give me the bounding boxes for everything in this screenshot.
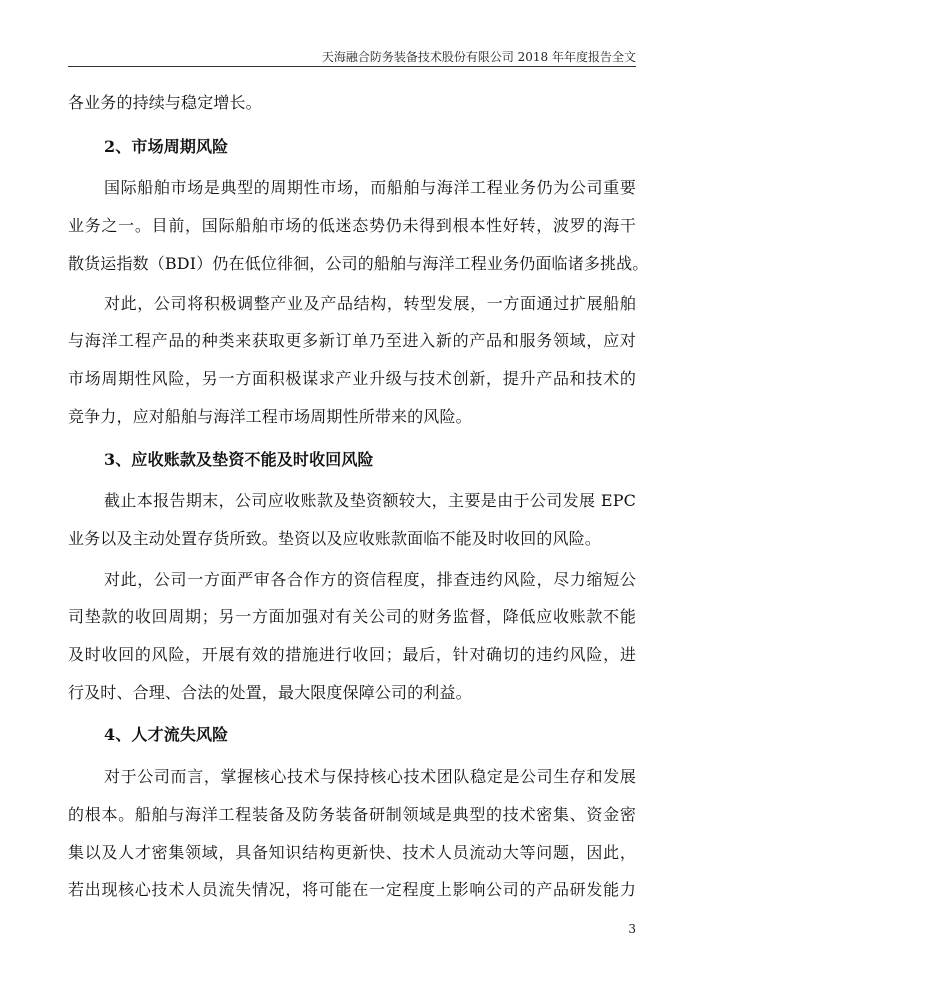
body-line: 散货运指数（BDI）仍在低位徘徊，公司的船舶与海洋工程业务仍面临诸多挑战。 (68, 254, 649, 273)
header-title: 天海融合防务装备技术股份有限公司 2018 年年度报告全文 (321, 50, 636, 64)
body-line: 业务之一。目前，国际船舶市场的低迷态势仍未得到根本性好转，波罗的海干 (68, 216, 636, 235)
body-line: 若出现核心技术人员流失情况，将可能在一定程度上影响公司的产品研发能力 (68, 880, 636, 899)
body-line: 对此，公司将积极调整产业及产品结构，转型发展，一方面通过扩展船舶 (104, 294, 636, 313)
body-line: 各业务的持续与稳定增长。 (68, 93, 262, 112)
body-line: 集以及人才密集领域，具备知识结构更新快、技术人员流动大等问题，因此， (68, 843, 636, 862)
page-number: 3 (628, 922, 636, 936)
body-line: 与海洋工程产品的种类来获取更多新订单乃至进入新的产品和服务领域，应对 (68, 331, 636, 350)
body-line: 对于公司而言，掌握核心技术与保持核心技术团队稳定是公司生存和发展 (104, 767, 636, 786)
body-line: 对此，公司一方面严审各合作方的资信程度，排查违约风险，尽力缩短公 (104, 570, 636, 589)
body-line: 业务以及主动处置存货所致。垫资以及应收账款面临不能及时收回的风险。 (68, 529, 601, 548)
body-line: 国际船舶市场是典型的周期性市场，而船舶与海洋工程业务仍为公司重要 (104, 178, 636, 197)
section-heading-market-cycle-risk: 2、市场周期风险 (104, 137, 229, 156)
section-heading-receivables-risk: 3、应收账款及垫资不能及时收回风险 (104, 450, 374, 469)
body-line: 的根本。船舶与海洋工程装备及防务装备研制领域是典型的技术密集、资金密 (68, 805, 636, 824)
header-divider (68, 66, 636, 67)
body-line: 竞争力，应对船舶与海洋工程市场周期性所带来的风险。 (68, 407, 472, 426)
body-line: 截止本报告期末，公司应收账款及垫资额较大，主要是由于公司发展 EPC (104, 491, 636, 510)
section-heading-talent-loss-risk: 4、人才流失风险 (104, 725, 229, 744)
body-line: 市场周期性风险，另一方面积极谋求产业升级与技术创新，提升产品和技术的 (68, 369, 636, 388)
body-line: 及时收回的风险，开展有效的措施进行收回；最后，针对确切的违约风险，进 (68, 645, 636, 664)
body-line: 行及时、合理、合法的处置，最大限度保障公司的利益。 (68, 683, 472, 702)
body-line: 司垫款的收回周期；另一方面加强对有关公司的财务监督，降低应收账款不能 (68, 607, 636, 626)
